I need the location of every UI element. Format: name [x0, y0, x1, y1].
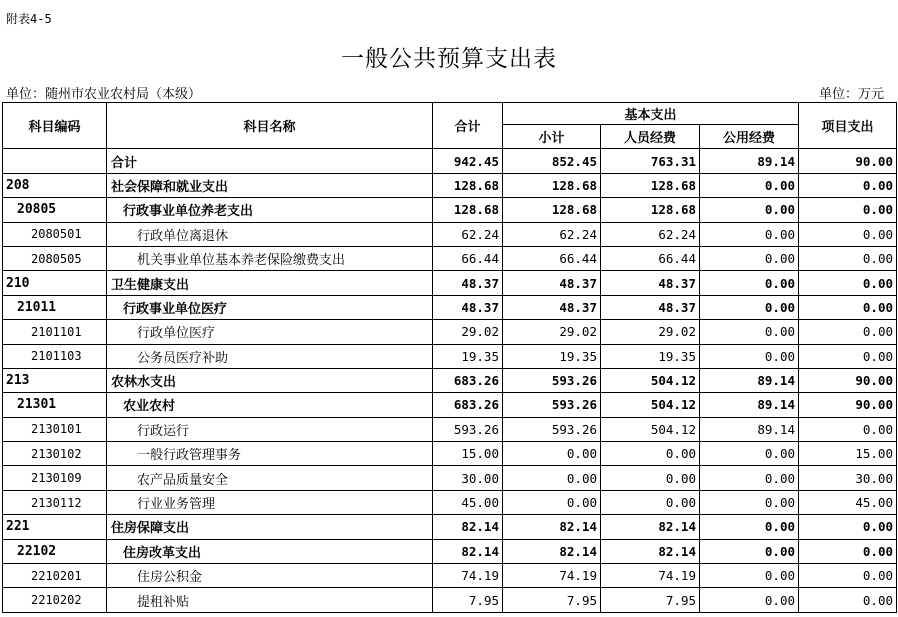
cell-public: 0.00	[700, 588, 799, 612]
table-row	[3, 368, 897, 392]
cell-total: 48.37	[433, 295, 503, 319]
table-row	[3, 295, 897, 319]
cell-project: 90.00	[799, 368, 897, 392]
cell-subtotal: 66.44	[503, 246, 601, 270]
header-personnel: 人员经费	[601, 125, 700, 149]
cell-public: 0.00	[700, 320, 799, 344]
cell-personnel: 66.44	[601, 246, 700, 270]
budget-table	[2, 102, 897, 613]
cell-name: 卫生健康支出	[107, 271, 433, 295]
cell-personnel: 7.95	[601, 588, 700, 612]
table-row	[3, 515, 897, 539]
cell-project: 90.00	[799, 149, 897, 173]
unit-currency: 单位：万元	[818, 87, 884, 102]
cell-name: 农产品质量安全	[107, 466, 433, 490]
table-row	[3, 393, 897, 417]
cell-public: 0.00	[700, 515, 799, 539]
cell-code: 208	[3, 173, 107, 197]
unit-organization: 单位：随州市农业农村局（本级）	[6, 87, 202, 102]
cell-public: 89.14	[700, 393, 799, 417]
cell-project: 0.00	[799, 564, 897, 588]
cell-name: 行政事业单位医疗	[107, 295, 433, 319]
cell-code: 2101103	[3, 344, 107, 368]
cell-name: 社会保障和就业支出	[107, 173, 433, 197]
table-row	[3, 149, 897, 173]
header-project: 项目支出	[799, 103, 897, 149]
cell-public: 0.00	[700, 344, 799, 368]
cell-code: 2210202	[3, 588, 107, 612]
cell-total: 82.14	[433, 539, 503, 563]
cell-total: 128.68	[433, 173, 503, 197]
cell-personnel: 763.31	[601, 149, 700, 173]
cell-subtotal: 82.14	[503, 539, 601, 563]
cell-code: 22102	[3, 539, 107, 563]
table-row	[3, 173, 897, 197]
cell-total: 593.26	[433, 417, 503, 441]
cell-personnel: 48.37	[601, 271, 700, 295]
cell-project: 45.00	[799, 490, 897, 514]
header-name: 科目名称	[107, 103, 433, 149]
cell-name: 农业农村	[107, 393, 433, 417]
cell-personnel: 0.00	[601, 442, 700, 466]
table-row	[3, 564, 897, 588]
header-basic: 基本支出	[503, 103, 799, 125]
cell-subtotal: 852.45	[503, 149, 601, 173]
cell-personnel: 128.68	[601, 198, 700, 222]
cell-public: 89.14	[700, 149, 799, 173]
cell-public: 0.00	[700, 246, 799, 270]
cell-public: 0.00	[700, 539, 799, 563]
cell-public: 0.00	[700, 466, 799, 490]
cell-project: 0.00	[799, 539, 897, 563]
cell-name: 机关事业单位基本养老保险缴费支出	[107, 246, 433, 270]
cell-public: 0.00	[700, 173, 799, 197]
cell-code: 2130109	[3, 466, 107, 490]
cell-project: 90.00	[799, 393, 897, 417]
cell-code	[3, 149, 107, 173]
cell-project: 30.00	[799, 466, 897, 490]
cell-personnel: 0.00	[601, 490, 700, 514]
cell-subtotal: 128.68	[503, 173, 601, 197]
cell-subtotal: 82.14	[503, 515, 601, 539]
cell-code: 2130102	[3, 442, 107, 466]
cell-name: 行政单位医疗	[107, 320, 433, 344]
table-row	[3, 246, 897, 270]
cell-total: 683.26	[433, 368, 503, 392]
header-total: 合计	[433, 103, 503, 149]
cell-total: 942.45	[433, 149, 503, 173]
cell-code: 210	[3, 271, 107, 295]
table-row	[3, 539, 897, 563]
cell-code: 2080505	[3, 246, 107, 270]
table-row	[3, 320, 897, 344]
cell-personnel: 48.37	[601, 295, 700, 319]
cell-subtotal: 74.19	[503, 564, 601, 588]
cell-subtotal: 19.35	[503, 344, 601, 368]
cell-project: 0.00	[799, 417, 897, 441]
cell-project: 15.00	[799, 442, 897, 466]
cell-code: 2210201	[3, 564, 107, 588]
cell-personnel: 19.35	[601, 344, 700, 368]
cell-public: 0.00	[700, 198, 799, 222]
cell-public: 0.00	[700, 442, 799, 466]
cell-total: 30.00	[433, 466, 503, 490]
cell-public: 89.14	[700, 368, 799, 392]
cell-total: 66.44	[433, 246, 503, 270]
table-row	[3, 222, 897, 246]
cell-project: 0.00	[799, 222, 897, 246]
cell-project: 0.00	[799, 246, 897, 270]
cell-personnel: 74.19	[601, 564, 700, 588]
cell-public: 0.00	[700, 271, 799, 295]
cell-subtotal: 0.00	[503, 490, 601, 514]
cell-personnel: 504.12	[601, 368, 700, 392]
cell-project: 0.00	[799, 344, 897, 368]
table-row	[3, 198, 897, 222]
table-row	[3, 490, 897, 514]
cell-total: 7.95	[433, 588, 503, 612]
cell-personnel: 29.02	[601, 320, 700, 344]
table-row	[3, 417, 897, 441]
table-row	[3, 344, 897, 368]
cell-project: 0.00	[799, 271, 897, 295]
cell-subtotal: 593.26	[503, 368, 601, 392]
cell-subtotal: 7.95	[503, 588, 601, 612]
cell-project: 0.00	[799, 588, 897, 612]
cell-project: 0.00	[799, 320, 897, 344]
cell-subtotal: 29.02	[503, 320, 601, 344]
table-row	[3, 442, 897, 466]
cell-project: 0.00	[799, 515, 897, 539]
cell-subtotal: 0.00	[503, 442, 601, 466]
cell-name: 合计	[107, 149, 433, 173]
cell-name: 住房保障支出	[107, 515, 433, 539]
cell-total: 128.68	[433, 198, 503, 222]
cell-name: 提租补贴	[107, 588, 433, 612]
page-title: 一般公共预算支出表	[341, 46, 557, 72]
cell-total: 683.26	[433, 393, 503, 417]
cell-subtotal: 48.37	[503, 295, 601, 319]
cell-name: 行业业务管理	[107, 490, 433, 514]
cell-personnel: 504.12	[601, 417, 700, 441]
cell-project: 0.00	[799, 198, 897, 222]
cell-code: 20805	[3, 198, 107, 222]
cell-public: 0.00	[700, 295, 799, 319]
cell-code: 2080501	[3, 222, 107, 246]
cell-personnel: 0.00	[601, 466, 700, 490]
cell-subtotal: 593.26	[503, 393, 601, 417]
header-subtotal: 小计	[503, 125, 601, 149]
cell-total: 48.37	[433, 271, 503, 295]
cell-personnel: 504.12	[601, 393, 700, 417]
cell-total: 29.02	[433, 320, 503, 344]
cell-code: 213	[3, 368, 107, 392]
cell-project: 0.00	[799, 295, 897, 319]
cell-name: 住房改革支出	[107, 539, 433, 563]
header-public: 公用经费	[700, 125, 799, 149]
cell-personnel: 82.14	[601, 539, 700, 563]
cell-name: 住房公积金	[107, 564, 433, 588]
cell-subtotal: 593.26	[503, 417, 601, 441]
header-code: 科目编码	[3, 103, 107, 149]
table-row	[3, 466, 897, 490]
cell-name: 一般行政管理事务	[107, 442, 433, 466]
cell-public: 0.00	[700, 490, 799, 514]
cell-name: 行政运行	[107, 417, 433, 441]
table-body	[3, 149, 897, 612]
cell-subtotal: 62.24	[503, 222, 601, 246]
cell-subtotal: 0.00	[503, 466, 601, 490]
cell-name: 行政事业单位养老支出	[107, 198, 433, 222]
cell-code: 2101101	[3, 320, 107, 344]
cell-code: 2130101	[3, 417, 107, 441]
cell-total: 62.24	[433, 222, 503, 246]
cell-total: 15.00	[433, 442, 503, 466]
cell-total: 74.19	[433, 564, 503, 588]
cell-total: 82.14	[433, 515, 503, 539]
cell-code: 21301	[3, 393, 107, 417]
cell-code: 2130112	[3, 490, 107, 514]
cell-personnel: 82.14	[601, 515, 700, 539]
cell-public: 0.00	[700, 564, 799, 588]
cell-project: 0.00	[799, 173, 897, 197]
cell-subtotal: 48.37	[503, 271, 601, 295]
table-row	[3, 588, 897, 612]
cell-name: 农林水支出	[107, 368, 433, 392]
cell-subtotal: 128.68	[503, 198, 601, 222]
cell-code: 21011	[3, 295, 107, 319]
cell-total: 45.00	[433, 490, 503, 514]
table-row	[3, 271, 897, 295]
cell-total: 19.35	[433, 344, 503, 368]
cell-name: 公务员医疗补助	[107, 344, 433, 368]
cell-public: 0.00	[700, 222, 799, 246]
table-header	[3, 103, 897, 149]
cell-public: 89.14	[700, 417, 799, 441]
cell-code: 221	[3, 515, 107, 539]
cell-name: 行政单位离退休	[107, 222, 433, 246]
cell-personnel: 62.24	[601, 222, 700, 246]
annex-label: 附表4-5	[6, 12, 52, 26]
cell-personnel: 128.68	[601, 173, 700, 197]
